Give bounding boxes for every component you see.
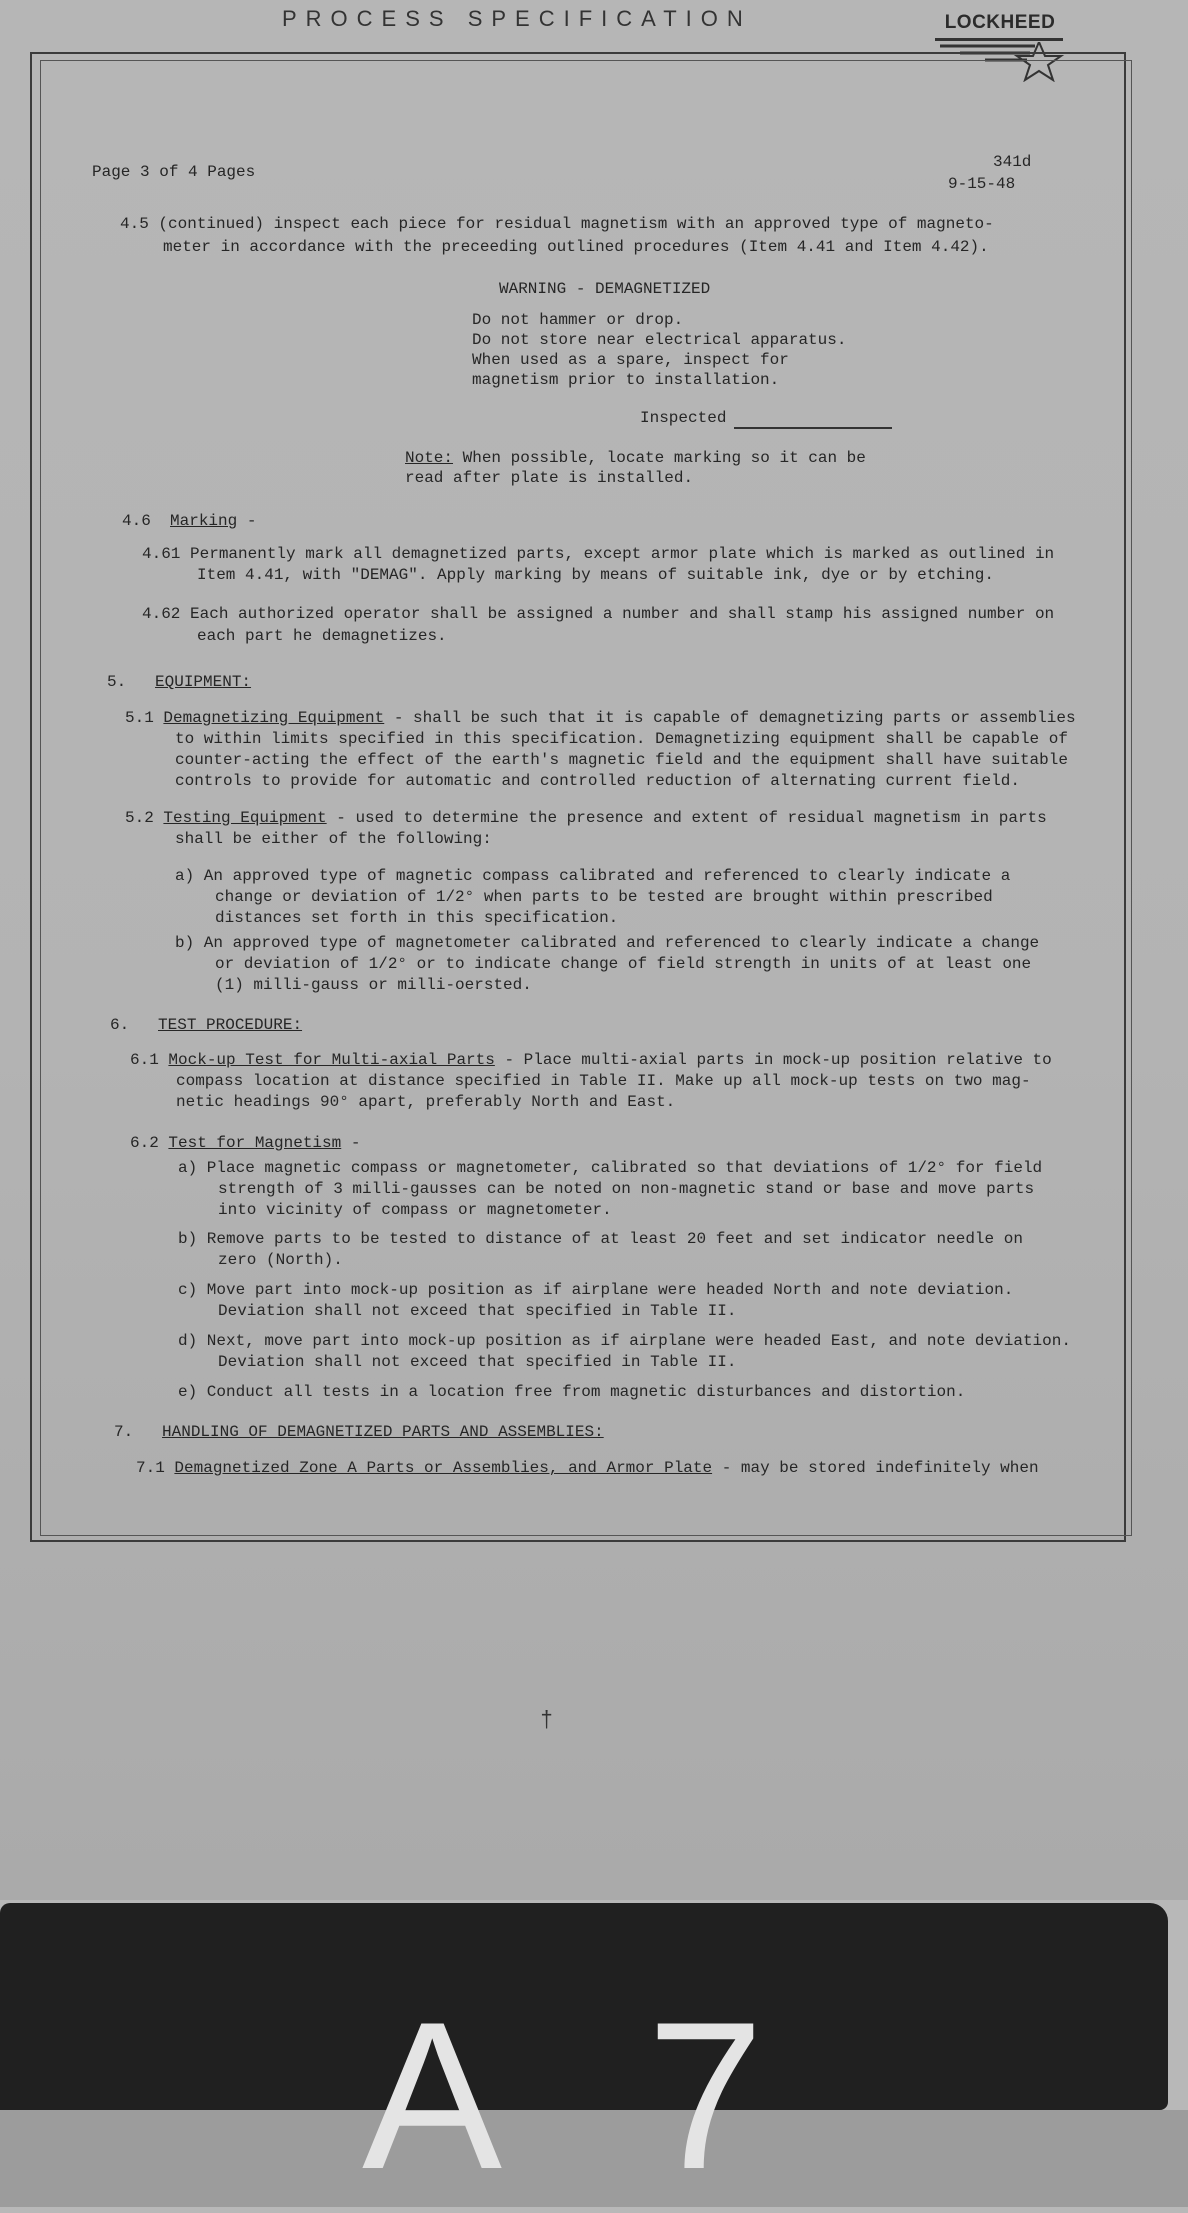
s62a-line-2: strength of 3 milli-gausses can be noted on non-magnetic stand or base and move parts xyxy=(218,1180,1035,1198)
warning-line-3: When used as a spare, inspect for xyxy=(472,351,789,369)
s51-line-2: to within limits specified in this specification. Demagnetizing equipment shall be capable of xyxy=(175,730,1068,748)
inspected-field xyxy=(640,408,892,429)
s46-heading: 4.6 Marking - xyxy=(122,512,257,530)
s62a-line-3: into vicinity of compass or magnetometer. xyxy=(218,1201,612,1219)
s461-line-2: Item 4.41, with "DEMAG". Apply marking by means of suitable ink, dye or by etching. xyxy=(197,566,994,584)
warning-title: WARNING - DEMAGNETIZED xyxy=(499,280,711,298)
marker-number: 7 xyxy=(647,1978,764,2213)
logo-text: LOCKHEED xyxy=(944,12,1056,33)
s52b-line-3: (1) milli-gauss or milli-oersted. xyxy=(215,976,532,994)
s45-line-2: meter in accordance with the preceeding outlined procedures (Item 4.41 and Item 4.42). xyxy=(163,238,989,256)
s62c-line-1: c) Move part into mock-up position as if airplane were headed North and note deviation. xyxy=(178,1281,1014,1299)
s62a-line-1: a) Place magnetic compass or magnetometer, calibrated so that deviations of 1/2° for field xyxy=(178,1159,1043,1177)
inspected-label: Inspected xyxy=(640,409,727,427)
note-line-2: read after plate is installed. xyxy=(405,469,694,487)
s52a-line-1: a) An approved type of magnetic compass calibrated and referenced to clearly indicate a xyxy=(175,867,1011,885)
s5-heading: 5. EQUIPMENT: xyxy=(107,673,252,691)
s62d-line-2: Deviation shall not exceed that specified in Table II. xyxy=(218,1353,737,1371)
film-bottom-edge xyxy=(0,2110,1188,2207)
s62b-line-1: b) Remove parts to be tested to distance of at least 20 feet and set indicator needle on xyxy=(178,1230,1023,1248)
s62c-line-2: Deviation shall not exceed that specified in Table II. xyxy=(218,1302,737,1320)
s62d-line-1: d) Next, move part into mock-up position as if airplane were headed East, and note deviation. xyxy=(178,1332,1071,1350)
s62e-line-1: e) Conduct all tests in a location free from magnetic disturbances and distortion. xyxy=(178,1383,966,1401)
film-marker-bar xyxy=(0,1903,1168,2110)
note-label: Note: xyxy=(405,449,454,467)
s52b-line-2: or deviation of 1/2° or to indicate change of field strength in units of at least one xyxy=(215,955,1032,973)
spec-number: 341d xyxy=(993,153,1032,171)
s6-heading: 6. TEST PROCEDURE: xyxy=(110,1016,303,1034)
note-line-1: Note: When possible, locate marking so it can be xyxy=(405,449,866,467)
s52-line-1: 5.2 Testing Equipment - used to determine the presence and extent of residual magnetism in parts xyxy=(125,809,1047,827)
inspected-blank xyxy=(734,411,892,429)
s62b-line-2: zero (North). xyxy=(218,1251,343,1269)
s61-line-3: netic headings 90° apart, preferably North and East. xyxy=(176,1093,676,1111)
s52-line-2: shall be either of the following: xyxy=(175,830,492,848)
stray-mark: † xyxy=(540,1708,554,1733)
s45-line-1: 4.5 (continued) inspect each piece for residual magnetism with an approved type of magneto- xyxy=(120,215,994,233)
s462-line-2: each part he demagnetizes. xyxy=(197,627,447,645)
warning-line-4: magnetism prior to installation. xyxy=(472,371,780,389)
s7-heading: 7. HANDLING OF DEMAGNETIZED PARTS AND ASSEMBLIES: xyxy=(114,1423,604,1441)
logo-underline xyxy=(935,38,1063,41)
s462-line-1: 4.62 Each authorized operator shall be assigned a number and shall stamp his assigned number on xyxy=(142,605,1055,623)
spec-date: 9-15-48 xyxy=(948,175,1016,193)
s61-line-2: compass location at distance specified in Table II. Make up all mock-up tests on two mag- xyxy=(176,1072,1031,1090)
s71-line-1: 7.1 Demagnetized Zone A Parts or Assemblies, and Armor Plate - may be stored indefinitely when xyxy=(136,1459,1039,1477)
s52b-line-1: b) An approved type of magnetometer calibrated and referenced to clearly indicate a change xyxy=(175,934,1040,952)
s62-heading: 6.2 Test for Magnetism - xyxy=(130,1134,361,1152)
s52a-line-3: distances set forth in this specification. xyxy=(215,909,619,927)
page-number: Page 3 of 4 Pages xyxy=(92,163,256,181)
s61-line-1: 6.1 Mock-up Test for Multi-axial Parts - Place multi-axial parts in mock-up position relative to xyxy=(130,1051,1052,1069)
s461-line-1: 4.61 Permanently mark all demagnetized parts, except armor plate which is marked as outlined in xyxy=(142,545,1055,563)
s51-line-4: controls to provide for automatic and controlled reduction of alternating current field. xyxy=(175,772,1020,790)
marker-letter: A xyxy=(362,1978,503,2213)
header-title: PROCESS SPECIFICATION xyxy=(282,6,752,31)
warning-line-2: Do not store near electrical apparatus. xyxy=(472,331,847,349)
s51-line-3: counter-acting the effect of the earth's magnetic field and the equipment shall have suitable xyxy=(175,751,1068,769)
s52a-line-2: change or deviation of 1/2° when parts to be tested are brought within prescribed xyxy=(215,888,993,906)
warning-line-1: Do not hammer or drop. xyxy=(472,311,684,329)
s51-line-1: 5.1 Demagnetizing Equipment - shall be such that it is capable of demagnetizing parts or assemblies xyxy=(125,709,1076,727)
